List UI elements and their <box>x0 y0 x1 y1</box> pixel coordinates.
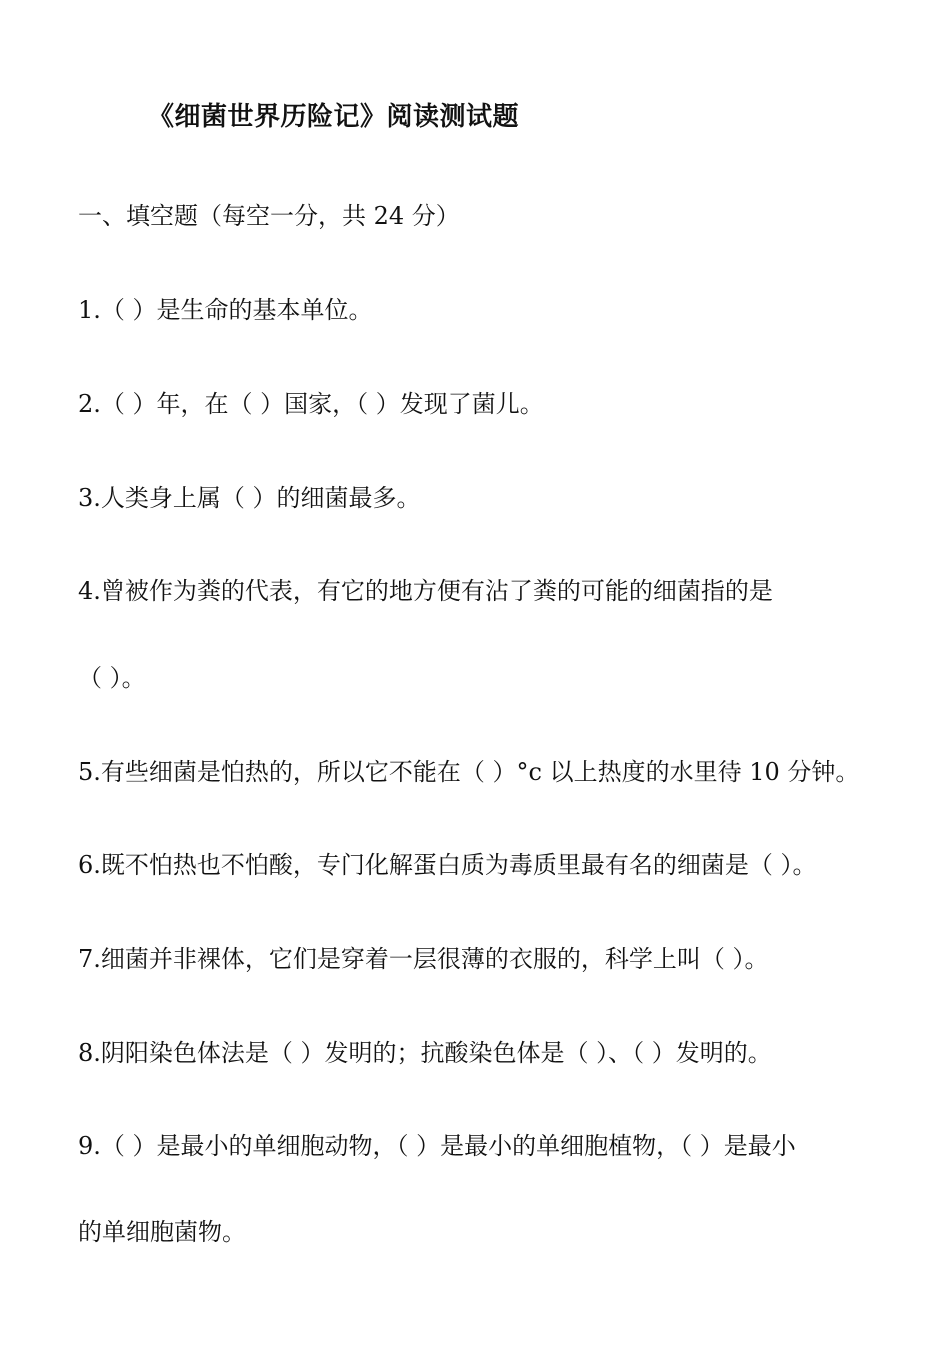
question-8: 8.阴阳染色体法是（ ）发明的；抗酸染色体是（ ）、（ ）发明的。 <box>78 1039 772 1067</box>
question-4-line-1: 4.曾被作为粪的代表，有它的地方便有沾了粪的可能的细菌指的是 <box>78 577 773 605</box>
question-2: 2.（ ）年，在（ ）国家，（ ）发现了菌儿。 <box>78 390 544 418</box>
question-4-line-2: （ ）。 <box>78 664 146 692</box>
question-6: 6.既不怕热也不怕酸，专门化解蛋白质为毒质里最有名的细菌是（ ）。 <box>78 851 817 879</box>
document-title: 《细菌世界历险记》阅读测试题 <box>148 102 520 132</box>
question-9-line-2: 的单细胞菌物。 <box>78 1218 246 1246</box>
question-5: 5.有些细菌是怕热的，所以它不能在（ ）°c 以上热度的水里待 10 分钟。 <box>78 758 860 786</box>
section-heading: 一、填空题（每空一分，共 24 分） <box>78 202 460 230</box>
question-3: 3.人类身上属（ ）的细菌最多。 <box>78 484 421 512</box>
question-1: 1.（ ）是生命的基本单位。 <box>78 296 373 324</box>
question-7: 7.细菌并非裸体，它们是穿着一层很薄的衣服的，科学上叫（ ）。 <box>78 945 769 973</box>
question-9-line-1: 9.（ ）是最小的单细胞动物，（ ）是最小的单细胞植物，（ ）是最小 <box>78 1132 796 1160</box>
